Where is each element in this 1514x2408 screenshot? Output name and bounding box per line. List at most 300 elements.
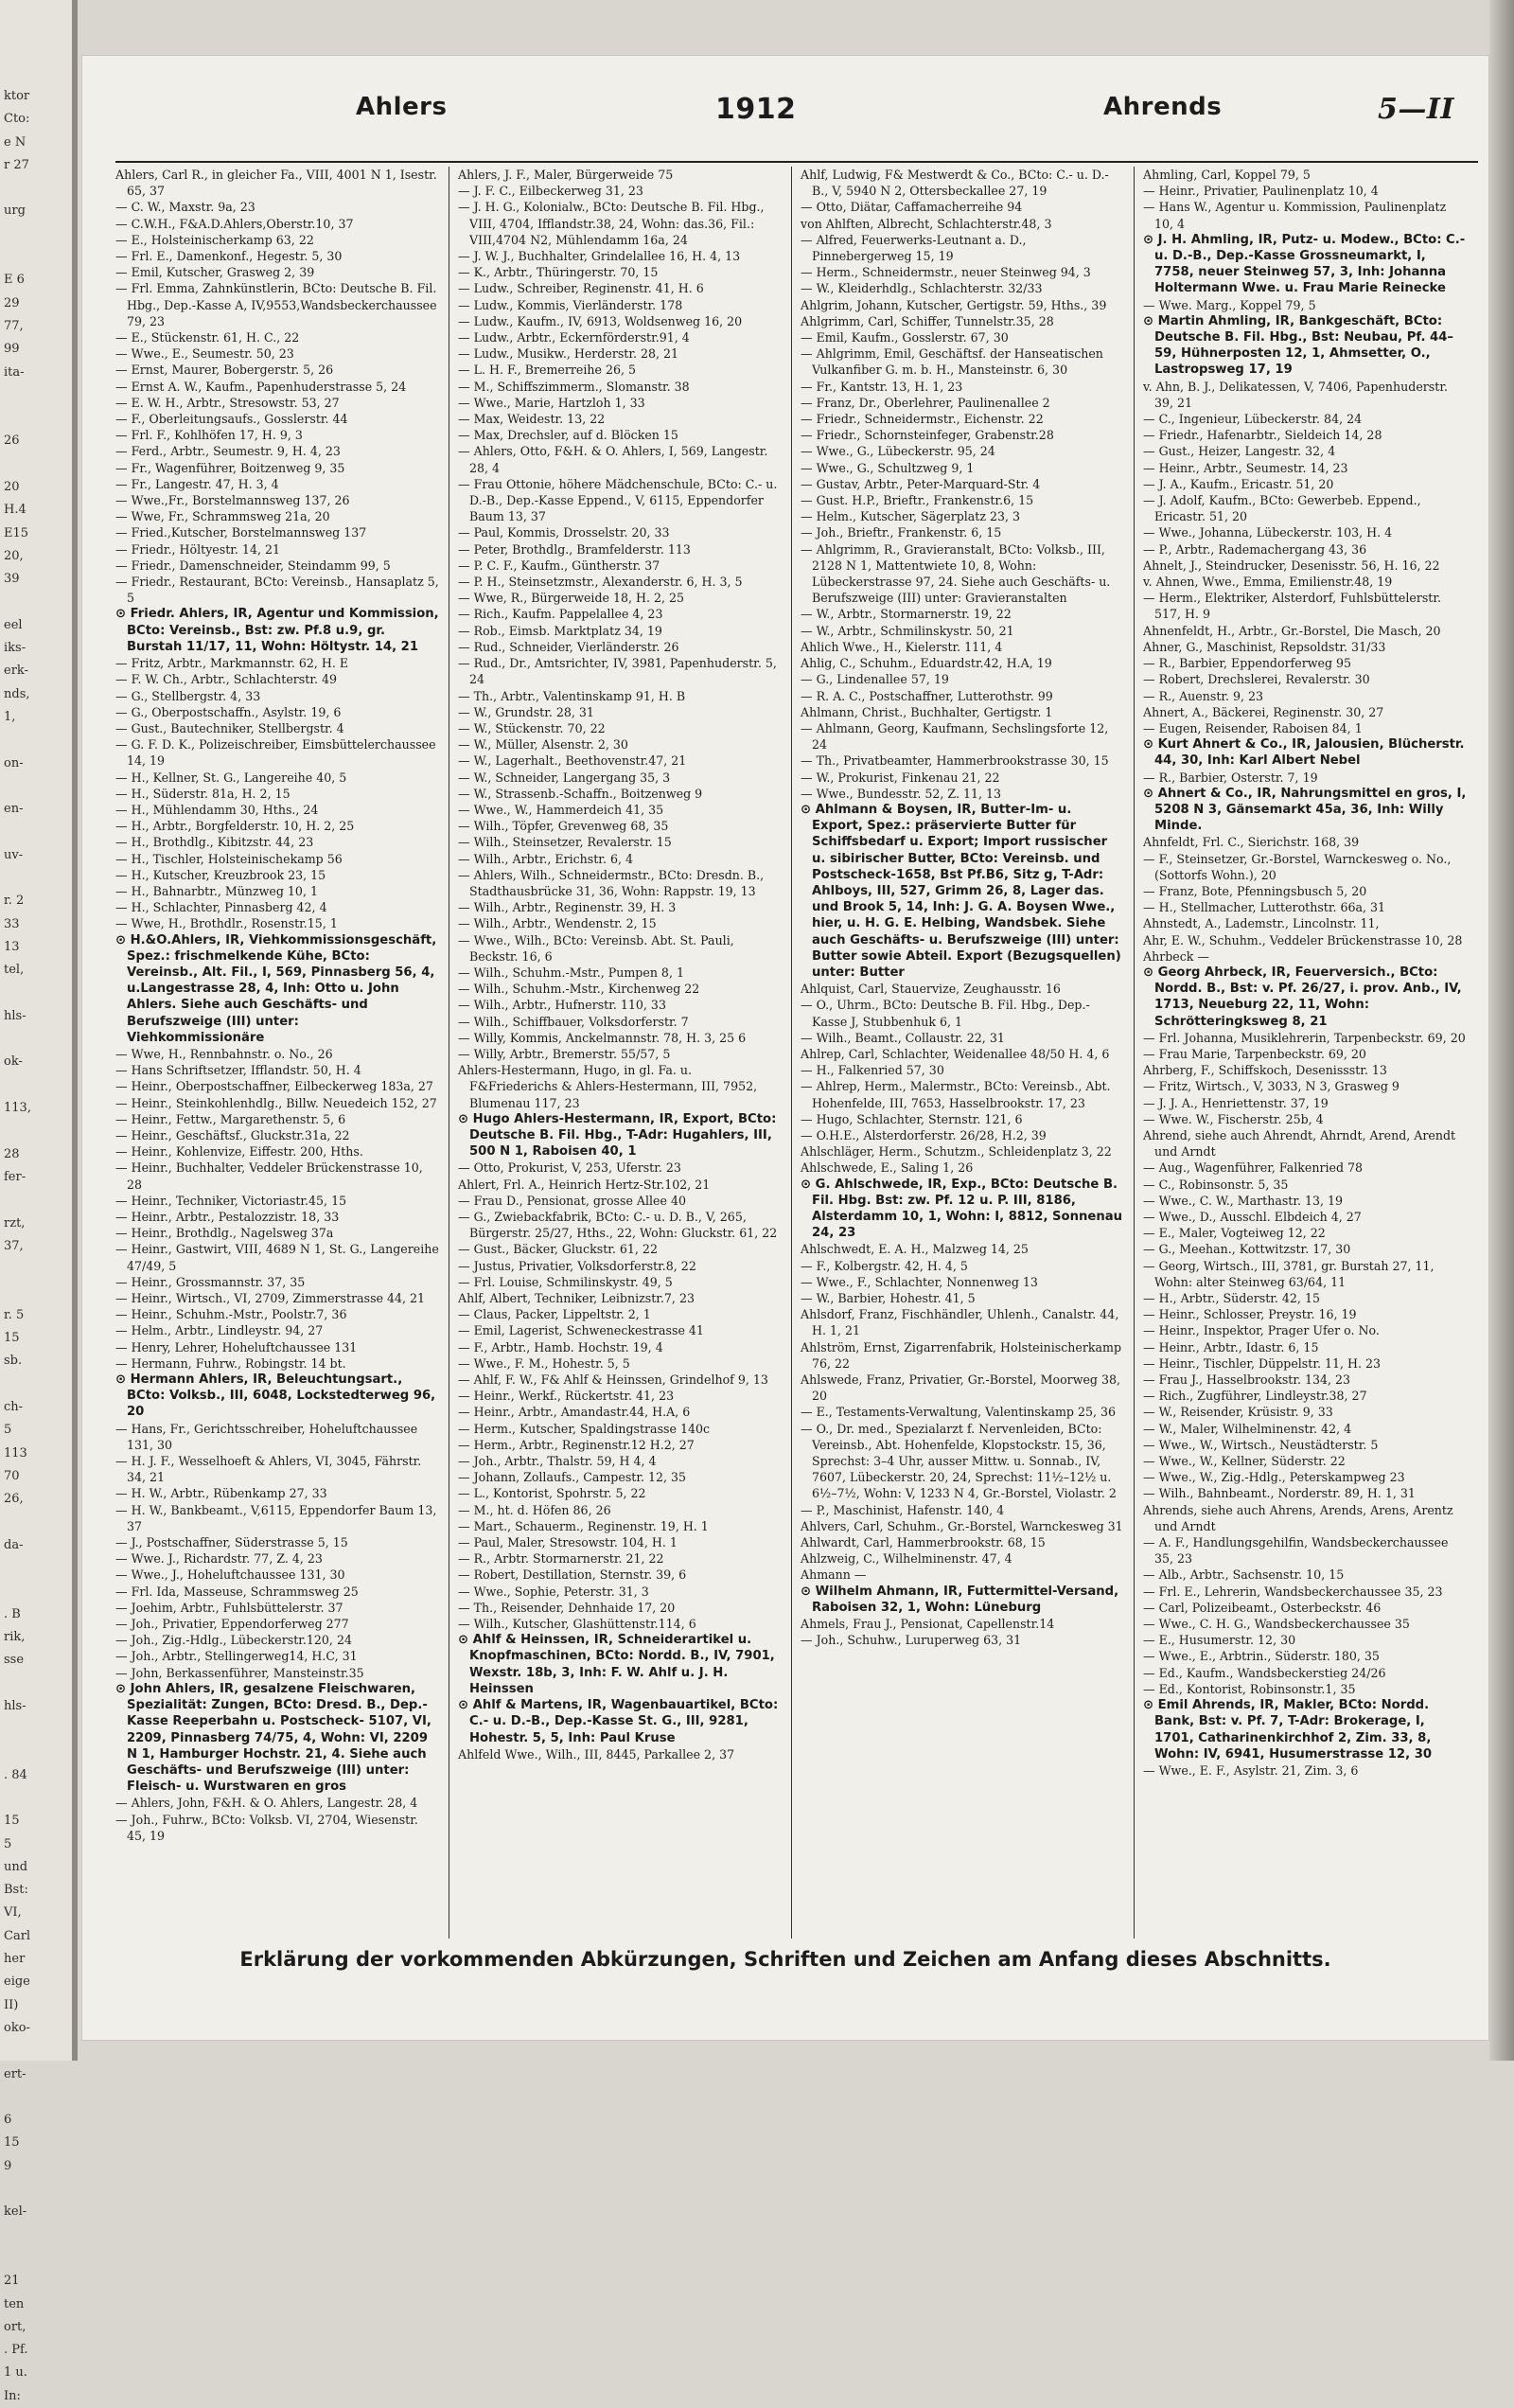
directory-entry: ⊙ G. Ahlschwede, IR, Exp., BCto: Deutsche B. Fil. Hbg. Bst: zw. Pf. 12 u. P. III, 8186, Alsterdamm 10, 1, Wohn: I, 8812, Sonnenau 24, 23 <box>801 1177 1123 1241</box>
directory-entry: — E., Testaments-Verwaltung, Valentinskamp 25, 36 <box>801 1405 1117 1420</box>
directory-entry: — Wwe, H., Rennbahnstr. o. No., 26 <box>115 1046 333 1061</box>
directory-entry: — Max, Drechsler, auf d. Blöcken 15 <box>458 428 678 443</box>
directory-entry: — W., Prokurist, Finkenau 21, 22 <box>801 770 1000 785</box>
directory-entry: — Frl. Emma, Zahnkünstlerin, BCto: Deutsche B. Fil. Hbg., Dep.-Kasse A, IV,9553,Wandsbeckerchaussee 79, 23 <box>115 281 437 328</box>
directory-entry: — Paul, Kommis, Drosselstr. 20, 33 <box>458 525 670 540</box>
directory-entry: — Hermann, Fuhrw., Robingstr. 14 bt. <box>115 1355 346 1371</box>
directory-entry: — Friedr., Hafenarbtr., Sieldeich 14, 28 <box>1143 428 1382 443</box>
directory-entry: Ahnenfeldt, H., Arbtr., Gr.-Borstel, Die Masch, 20 <box>1143 623 1441 638</box>
directory-entry: — Gust. H.P., Brieftr., Frankenstr.6, 15 <box>801 493 1034 508</box>
directory-entry: — G., Meehan., Kottwitzstr. 17, 30 <box>1143 1242 1351 1257</box>
directory-entry: — E., Stückenstr. 61, H. C., 22 <box>115 330 300 345</box>
directory-entry: — Heinr., Schlosser, Preystr. 16, 19 <box>1143 1307 1357 1322</box>
directory-entry: — Wilh., Arbtr., Hufnerstr. 110, 33 <box>458 998 666 1013</box>
directory-entry: — Wwe, R., Bürgerweide 18, H. 2, 25 <box>458 591 685 606</box>
directory-entry: — Heinr., Kohlenvize, Eiffestr. 200, Hths. <box>115 1144 363 1160</box>
directory-entry: — Wwe., G., Lübeckerstr. 95, 24 <box>801 444 995 459</box>
directory-entry: — Emil, Lagerist, Schweneckestrasse 41 <box>458 1323 704 1338</box>
directory-entry: — Frl. Johanna, Musiklehrerin, Tarpenbeckstr. 69, 20 <box>1143 1030 1466 1045</box>
directory-entry: Ahlgrim, Johann, Kutscher, Gertigstr. 59, Hths., 39 <box>801 297 1107 312</box>
directory-entry: — Frl. Ida, Masseuse, Schrammsweg 25 <box>115 1584 359 1599</box>
directory-entry: — Claus, Packer, Lippeltstr. 2, 1 <box>458 1307 651 1322</box>
directory-entry: — Hans Schriftsetzer, Ifflandstr. 50, H. 4 <box>115 1063 361 1078</box>
directory-entry: — Heinr., Techniker, Victoriastr.45, 15 <box>115 1193 347 1208</box>
directory-entry: — Rud., Schneider, Vierländerstr. 26 <box>458 639 679 654</box>
directory-entry: — H., Süderstr. 81a, H. 2, 15 <box>115 786 290 801</box>
directory-entry: Ahlwardt, Carl, Hammerbrookstr. 68, 15 <box>801 1535 1046 1550</box>
directory-entry: — Frl. E., Damenkonf., Hegestr. 5, 30 <box>115 249 343 264</box>
directory-entry: Ahlfeld Wwe., Wilh., III, 8445, Parkallee 2, 37 <box>458 1746 735 1762</box>
directory-entry: — F., Kolbergstr. 42, H. 4, 5 <box>801 1258 968 1273</box>
directory-entry: — W., Barbier, Hohestr. 41, 5 <box>801 1291 976 1306</box>
adjacent-page-edge <box>0 0 78 2403</box>
directory-entry: — Fr., Langestr. 47, H. 3, 4 <box>115 476 279 491</box>
directory-entry: Ahmels, Frau J., Pensionat, Capellenstr.14 <box>801 1617 1055 1632</box>
directory-entry: — Joh., Zig.-Hdlg., Lübeckerstr.120, 24 <box>115 1633 352 1648</box>
directory-entry: — Heinr., Steinkohlenhdlg., Billw. Neuedeich 152, 27 <box>115 1095 437 1110</box>
directory-entry: — A. F., Handlungsgehilfin, Wandsbeckerchaussee 35, 23 <box>1143 1535 1449 1567</box>
directory-columns <box>115 161 1478 1942</box>
directory-entry: — Ferd., Arbtr., Seumestr. 9, H. 4, 23 <box>115 444 341 459</box>
directory-entry: — Ludw., Kommis, Vierländerstr. 178 <box>458 297 683 312</box>
directory-entry: — Fr., Wagenführer, Boitzenweg 9, 35 <box>115 460 345 475</box>
directory-entry: Ahlswede, Franz, Privatier, Gr.-Borstel, Moorweg 38, 20 <box>801 1372 1121 1404</box>
directory-entry: Ahner, G., Maschinist, Repsoldstr. 31/33 <box>1143 639 1386 654</box>
header-last-name: Ahrends <box>1103 93 1223 121</box>
directory-entry: — C.W.H., F&A.D.Ahlers,Oberstr.10, 37 <box>115 216 354 231</box>
directory-entry: — Hans W., Agentur u. Kommission, Paulinenplatz 10, 4 <box>1143 200 1447 231</box>
directory-entry: ⊙ Georg Ahrbeck, IR, Feuerversich., BCto: Nordd. B., Bst: v. Pf. 26/27, i. prov. Anb., IV, 1713, Neueburg 22, 11, Wohn: Schrötteringksweg 8, 21 <box>1143 965 1462 1029</box>
column-divider <box>791 167 792 1939</box>
directory-entry: — Fritz, Wirtsch., V, 3033, N 3, Grasweg 9 <box>1143 1079 1400 1094</box>
directory-entry: — Wwe., Johanna, Lübeckerstr. 103, H. 4 <box>1143 525 1393 540</box>
directory-entry: — H., Bahnarbtr., Münzweg 10, 1 <box>115 883 318 898</box>
directory-entry: — Mart., Schauerm., Reginenstr. 19, H. 1 <box>458 1518 709 1533</box>
directory-entry: — R., Barbier, Eppendorferweg 95 <box>1143 656 1352 671</box>
directory-entry: Ahlers, Carl R., in gleicher Fa., VIII, 4001 N 1, Isestr. 65, 37 <box>115 168 437 199</box>
directory-entry: — Wwe., J., Hoheluftchaussee 131, 30 <box>115 1567 345 1583</box>
directory-entry: ⊙ Hermann Ahlers, IR, Beleuchtungsart., BCto: Volksb., III, 6048, Lockstedterweg 96, 20 <box>115 1372 436 1420</box>
directory-entry: Ahnstedt, A., Lademstr., Lincolnstr. 11, <box>1143 916 1380 931</box>
directory-entry: — Ludw., Schreiber, Reginenstr. 41, H. 6 <box>458 281 704 296</box>
directory-entry: — J., Postschaffner, Süderstrasse 5, 15 <box>115 1535 348 1550</box>
directory-entry: — Heinr., Werkf., Rückertstr. 41, 23 <box>458 1389 675 1404</box>
directory-entry: Ahlf, Albert, Techniker, Leibnizstr.7, 23 <box>458 1291 695 1306</box>
directory-entry: — P., Arbtr., Rademachergang 43, 36 <box>1143 541 1367 557</box>
directory-entry: — H., Falkenried 57, 30 <box>801 1063 944 1078</box>
directory-entry: — Henry, Lehrer, Hoheluftchaussee 131 <box>115 1339 358 1354</box>
directory-entry: — J. J. A., Henriettenstr. 37, 19 <box>1143 1095 1329 1110</box>
directory-entry: — H., Mühlendamm 30, Hths., 24 <box>115 802 319 817</box>
directory-entry: — Heinr., Inspektor, Prager Ufer o. No. <box>1143 1323 1380 1338</box>
directory-entry: — Gust., Bautechniker, Stellbergstr. 4 <box>115 720 344 735</box>
directory-entry: — Ahlmann, Georg, Kaufmann, Sechslingsforte 12, 24 <box>801 720 1109 752</box>
directory-entry: ⊙ Ahlf & Martens, IR, Wagenbauartikel, BCto: C.- u. D.-B., Dep.-Kasse St. G., III, 9281, Hohestr. 5, 5, Inh: Paul Kruse <box>458 1698 779 1745</box>
directory-entry: ⊙ Emil Ahrends, IR, Makler, BCto: Nordd. Bank, Bst: v. Pf. 7, T-Adr: Brokerage, I, 1701, Catharinenkirchhof 2, Zim. 33, 8, Wohn: IV, 6941, Husumerstrasse 12, 30 <box>1143 1698 1433 1762</box>
directory-entry: — E., Husumerstr. 12, 30 <box>1143 1633 1296 1648</box>
directory-entry: — Wwe., G., Schultzweg 9, 1 <box>801 460 975 475</box>
directory-entry: — F. W. Ch., Arbtr., Schlachterstr. 49 <box>115 672 337 687</box>
directory-entry: — Wwe., W., Kellner, Süderstr. 22 <box>1143 1454 1346 1469</box>
directory-page <box>81 55 1489 2041</box>
directory-entry: — Ahlers, Wilh., Schneidermstr., BCto: Dresdn. B., Stadthausbrücke 31, 36, Wohn: Rappstr. 19, 13 <box>458 867 765 898</box>
page-header <box>110 93 1472 131</box>
directory-entry: — J. Adolf, Kaufm., BCto: Gewerbeb. Eppend., Ericastr. 51, 20 <box>1143 493 1421 524</box>
directory-entry: — Herm., Kutscher, Spaldingstrasse 140c <box>458 1421 711 1436</box>
directory-entry: Ahlsdorf, Franz, Fischhändler, Uhlenh., Canalstr. 44, H. 1, 21 <box>801 1307 1119 1338</box>
directory-entry: — Frau Marie, Tarpenbeckstr. 69, 20 <box>1143 1046 1366 1061</box>
directory-entry: — G., Oberpostschaffn., Asylstr. 19, 6 <box>115 704 342 719</box>
directory-entry: — Helm., Arbtr., Lindleystr. 94, 27 <box>115 1323 324 1338</box>
directory-entry: — Wwe., W., Hammerdeich 41, 35 <box>458 802 664 817</box>
directory-entry: v. Ahn, B. J., Delikatessen, V, 7406, Papenhuderstr. 39, 21 <box>1143 379 1448 410</box>
directory-entry: — Justus, Privatier, Volksdorferstr.8, 22 <box>458 1258 696 1273</box>
directory-entry: — Alb., Arbtr., Sachsenstr. 10, 15 <box>1143 1567 1345 1583</box>
directory-entry: — H., Tischler, Holsteinischekamp 56 <box>115 851 343 866</box>
directory-entry: — H., Kutscher, Kreuzbrook 23, 15 <box>115 867 326 882</box>
directory-entry: — H., Stellmacher, Lutterothstr. 66a, 31 <box>1143 900 1386 915</box>
directory-entry: — Joh., Privatier, Eppendorferweg 277 <box>115 1617 349 1632</box>
directory-entry: — G., Lindenallee 57, 19 <box>801 672 949 687</box>
directory-entry: — P. C. F., Kaufm., Güntherstr. 37 <box>458 558 660 573</box>
directory-entry: — H. J. F., Wesselhoeft & Ahlers, VI, 3045, Fährstr. 34, 21 <box>115 1454 422 1485</box>
header-first-name: Ahlers <box>356 93 448 121</box>
directory-entry: — H., Kellner, St. G., Langereihe 40, 5 <box>115 770 347 785</box>
directory-entry: — Wwe., W., Wirtsch., Neustädterstr. 5 <box>1143 1437 1379 1452</box>
directory-entry: — Ahlers, Otto, F&H. & O. Ahlers, I, 569, Langestr. 28, 4 <box>458 444 768 475</box>
directory-entry: — G., Stellbergstr. 4, 33 <box>115 688 261 703</box>
directory-entry: — E., Holsteinischerkamp 63, 22 <box>115 232 314 247</box>
directory-entry: — Wilh., Arbtr., Reginenstr. 39, H. 3 <box>458 900 677 915</box>
directory-entry: — Frau J., Hasselbrookstr. 134, 23 <box>1143 1372 1351 1388</box>
directory-entry: — Otto, Diätar, Caffamacherreihe 94 <box>801 200 1023 215</box>
directory-entry: — Frl. E., Lehrerin, Wandsbeckerchaussee 35, 23 <box>1143 1584 1443 1599</box>
directory-entry: — Wwe. W., Fischerstr. 25b, 4 <box>1143 1111 1324 1126</box>
directory-entry: — W., Stückenstr. 70, 22 <box>458 720 606 735</box>
directory-entry: — Ahlgrimm, R., Gravieranstalt, BCto: Volksb., III, 2128 N 1, Mattentwiete 10, 8, Wohn: Lübeckerstrasse 97, 24. Siehe auch Geschäfts- u. Berufszweige (III) unter: Gravieranstalten <box>801 541 1111 606</box>
directory-entry: — Wwe.,Fr., Borstelmannsweg 137, 26 <box>115 493 350 508</box>
directory-entry: — Joehim, Arbtr., Fuhlsbüttelerstr. 37 <box>115 1600 343 1615</box>
directory-entry: Ahnert, A., Bäckerei, Reginenstr. 30, 27 <box>1143 704 1384 719</box>
directory-entry: Ahlquist, Carl, Stauervize, Zeughausstr. 16 <box>801 982 1061 997</box>
directory-entry: — Robert, Destillation, Sternstr. 39, 6 <box>458 1567 687 1583</box>
directory-entry: — Heinr., Wirtsch., VI, 2709, Zimmerstrasse 44, 21 <box>115 1291 426 1306</box>
directory-entry: — Wilh., Schuhm.-Mstr., Pumpen 8, 1 <box>458 965 684 980</box>
directory-entry: Ahlmann, Christ., Buchhalter, Gertigstr. 1 <box>801 704 1053 719</box>
directory-entry: — Friedr., Schornsteinfeger, Grabenstr.28 <box>801 428 1054 443</box>
directory-entry: — Wwe., F. M., Hohestr. 5, 5 <box>458 1355 630 1371</box>
directory-entry: — J. F. C., Eilbeckerweg 31, 23 <box>458 184 643 199</box>
directory-entry: — Joh., Arbtr., Thalstr. 59, H 4, 4 <box>458 1454 657 1469</box>
directory-entry: — W., Kleiderhdlg., Schlachterstr. 32/33 <box>801 281 1043 296</box>
directory-entry: — Wwe., E., Seumestr. 50, 23 <box>115 346 294 362</box>
directory-entry: Ahlschwedt, E. A. H., Malzweg 14, 25 <box>801 1242 1029 1257</box>
directory-entry: — O.H.E., Alsterdorferstr. 26/28, H.2, 39 <box>801 1127 1047 1142</box>
directory-entry: — Ludw., Arbtr., Eckernförderstr.91, 4 <box>458 330 690 345</box>
directory-entry: — Paul, Maler, Stresowstr. 104, H. 1 <box>458 1535 678 1550</box>
directory-entry: — W., Reisender, Krüsistr. 9, 33 <box>1143 1405 1333 1420</box>
directory-entry: Ahlström, Ernst, Zigarrenfabrik, Holsteinischerkamp 76, 22 <box>801 1339 1122 1371</box>
directory-entry: — Th., Arbtr., Valentinskamp 91, H. B <box>458 688 686 703</box>
directory-entry: — W., Arbtr., Schmilinskystr. 50, 21 <box>801 623 1014 638</box>
directory-entry: — W., Lagerhalt., Beethovenstr.47, 21 <box>458 753 687 769</box>
directory-entry: — Emil, Kaufm., Gosslerstr. 67, 30 <box>801 330 1009 345</box>
directory-entry: ⊙ Ahlmann & Boysen, IR, Butter-Im- u. Export, Spez.: präservierte Butter für Schiffsbedarf u. Export; Import russischer u. sibirischer Butter, BCto: Vereinsb. und Postscheck-1658, Bst Pf.B6, Sitz g, T-Adr: Ahlboys, III, 527, Grimm 26, 8, Lager das. und Brook 5, 14, Inh: J. G. A. Boysen Wwe., hier, u. H. G. E. Helbing, Wandsbek. Siehe auch Geschäfts- u. Berufszweige (III) unter: Butter sowie Abteil. Export (Bezugsquellen) unter: Butter <box>801 802 1121 980</box>
directory-entry: — H. W., Bankbeamt., V,6115, Eppendorfer Baum 13, 37 <box>115 1502 437 1533</box>
directory-entry: ⊙ Friedr. Ahlers, IR, Agentur und Kommission, BCto: Vereinsb., Bst: zw. Pf.8 u.9, gr. Burstah 11/17, 11, Wohn: Höltystr. 14, 21 <box>115 607 439 654</box>
directory-entry: — Friedr., Schneidermstr., Eichenstr. 22 <box>801 412 1044 427</box>
directory-entry: — Heinr., Arbtr., Pestalozzistr. 18, 33 <box>115 1210 340 1224</box>
directory-entry: — L., Kontorist, Spohrstr. 5, 22 <box>458 1486 646 1501</box>
directory-entry: Ahlschwede, E., Saling 1, 26 <box>801 1160 974 1176</box>
column-1 <box>115 167 439 1939</box>
directory-entry: — Gust., Bäcker, Gluckstr. 61, 22 <box>458 1242 658 1257</box>
directory-entry: — O., Uhrm., BCto: Deutsche B. Fil. Hbg., Dep.-Kasse J, Stubbenhuk 6, 1 <box>801 998 1090 1029</box>
directory-entry: — R., Arbtr. Stormarnerstr. 21, 22 <box>458 1551 664 1567</box>
directory-entry: — Heinr., Grossmannstr. 37, 35 <box>115 1274 306 1289</box>
directory-entry: ⊙ Kurt Ahnert & Co., IR, Jalousien, Blücherstr. 44, 30, Inh: Karl Albert Nebel <box>1143 737 1465 769</box>
directory-entry: Ahlzweig, C., Wilhelminenstr. 47, 4 <box>801 1551 1012 1567</box>
directory-entry: — C., Ingenieur, Lübeckerstr. 84, 24 <box>1143 412 1363 427</box>
directory-entry: — Joh., Arbtr., Stellingerweg14, H.C, 31 <box>115 1649 358 1664</box>
directory-entry: — John, Berkassenführer, Mansteinstr.35 <box>115 1665 364 1680</box>
directory-entry: Ahlrep, Carl, Schlachter, Weidenallee 48/50 H. 4, 6 <box>801 1046 1110 1061</box>
directory-entry: — Herm., Schneidermstr., neuer Steinweg 94, 3 <box>801 265 1091 280</box>
directory-entry: — W., Müller, Alsenstr. 2, 30 <box>458 737 628 752</box>
directory-entry: — O., Dr. med., Spezialarzt f. Nervenleiden, BCto: Vereinsb., Abt. Hohenfelde, Klopstockstr. 15, 36, Sprechst: 3–4 Uhr, ausser Mittw. u. Sonnab., IV, 7607, Lübeckerstr. 20, 24, Sprechst: 11½–12½ u. 6½–7½, Wohn: V, 1233 N 4, Gr.-Borstel, Violastr. 2 <box>801 1421 1117 1501</box>
directory-entry: — Wilh., Beamt., Collaustr. 22, 31 <box>801 1030 1005 1045</box>
adjacent-page-fragments: ktor Cto: e N r 27 urg E 6 29 77, 99 ita- 26 20 H.4 E15 20, 39 eel iks- erk- nds, 1, on- en- uv- r. 2 33 13 tel, hls- ok- 113, 28 fer- rzt, 37, r. 5 15 sb. ch- 5 113 70 26, da- . B rik, sse hls- . 84 15 5 und Bst: VI, Carl her eige II) oko- ert- 6 15 9 kel- 21 ten ort, . Pf. 1 u. In: <box>4 89 31 2403</box>
directory-entry: — F., Oberleitungsaufs., Gosslerstr. 44 <box>115 412 348 427</box>
header-page-number: 5—II <box>1378 93 1454 126</box>
directory-entry: — Frl. F., Kohlhöfen 17, H. 9, 3 <box>115 428 303 443</box>
directory-entry: Ahlf, Ludwig, F& Mestwerdt & Co., BCto: C.- u. D.-B., V, 5940 N 2, Ottersbeckallee 27, 19 <box>801 168 1109 199</box>
directory-entry: — Heinr., Buchhalter, Veddeler Brückenstrasse 10, 28 <box>115 1160 423 1192</box>
directory-entry: — Robert, Drechslerei, Revalerstr. 30 <box>1143 672 1370 687</box>
directory-entry: — Ahlgrimm, Emil, Geschäftsf. der Hanseatischen Vulkanfiber G. m. b. H., Mansteinstr. 6, 30 <box>801 346 1103 378</box>
directory-entry: — Joh., Fuhrw., BCto: Volksb. VI, 2704, Wiesenstr. 45, 19 <box>115 1812 418 1843</box>
directory-entry: — W., Grundstr. 28, 31 <box>458 704 594 719</box>
directory-entry: — J. W. J., Buchhalter, Grindelallee 16, H. 4, 13 <box>458 249 741 264</box>
directory-entry: — Fried.,Kutscher, Borstelmannsweg 137 <box>115 525 367 540</box>
directory-entry: — Wwe., F., Schlachter, Nonnenweg 13 <box>801 1274 1038 1289</box>
directory-entry: Ahrends, siehe auch Ahrens, Arends, Arens, Arentz und Arndt <box>1143 1502 1453 1533</box>
directory-entry: — Wwe., W., Zig.-Hdlg., Peterskampweg 23 <box>1143 1470 1405 1485</box>
directory-entry: — Johann, Zollaufs., Campestr. 12, 35 <box>458 1470 687 1485</box>
directory-entry: — F., Arbtr., Hamb. Hochstr. 19, 4 <box>458 1339 663 1354</box>
directory-entry: ⊙ H.&O.Ahlers, IR, Viehkommissionsgeschäft, Spez.: frischmelkende Kühe, BCto: Vereinsb., Alt. Fil., I, 569, Pinnasberg 56, 4, u.Langestrasse 28, 4, Inh: Otto u. John Ahlers. Siehe auch Geschäfts- und Berufszweige (III) unter: Viehkommissionäre <box>115 932 437 1045</box>
directory-entry: Ahmann — <box>801 1567 867 1583</box>
directory-entry: Ahnfeldt, Frl. C., Sierichstr. 168, 39 <box>1143 835 1360 850</box>
directory-entry: ⊙ Ahlf & Heinssen, IR, Schneiderartikel u. Knopfmaschinen, BCto: Nordd. B., IV, 7901, Wexstr. 18b, 3, Inh: F. W. Ahlf u. J. H. Heinssen <box>458 1633 775 1696</box>
column-3 <box>801 167 1124 1939</box>
directory-entry: — Frau D., Pensionat, grosse Allee 40 <box>458 1193 686 1208</box>
page-footer-note: Erklärung der vorkommenden Abkürzungen, Schriften und Zeichen am Anfang dieses Abschnitts. <box>239 1948 1331 1971</box>
directory-entry: ⊙ J. H. Ahmling, IR, Putz- u. Modew., BCto: C.- u. D.-B., Dep.-Kasse Grossneumarkt, I, 7758, neuer Steinweg 57, 3, Inh: Johanna Holtermann Wwe. u. Frau Marie Reinecke <box>1143 232 1466 296</box>
directory-entry: — Carl, Polizeibeamt., Osterbeckstr. 46 <box>1143 1600 1382 1615</box>
directory-entry: Ahlich Wwe., H., Kielerstr. 111, 4 <box>801 639 1003 654</box>
directory-entry: — Wwe. Marg., Koppel 79, 5 <box>1143 297 1316 312</box>
directory-entry: — Heinr., Privatier, Paulinenplatz 10, 4 <box>1143 184 1379 199</box>
directory-entry: — E., Maler, Vogteiweg 12, 22 <box>1143 1226 1326 1241</box>
directory-entry: — Hans, Fr., Gerichtsschreiber, Hoheluftchaussee 131, 30 <box>115 1421 418 1452</box>
directory-entry: ⊙ Martin Ahmling, IR, Bankgeschäft, BCto: Deutsche B. Fil. Hbg., Bst: Neubau, Pf. 44–59, Hühnerposten 12, 1, Ahmsetter, O., Lastropsweg 17, 19 <box>1143 313 1453 378</box>
directory-entry: — Ernst, Maurer, Bobergerstr. 5, 26 <box>115 363 334 378</box>
directory-entry: — Ludw., Musikw., Herderstr. 28, 21 <box>458 346 679 362</box>
directory-entry: — Wwe., C. W., Marthastr. 13, 19 <box>1143 1193 1344 1208</box>
directory-entry: — W., Strassenb.-Schaffn., Boitzenweg 9 <box>458 786 703 801</box>
directory-entry: — Ludw., Kaufm., IV, 6913, Woldsenweg 16, 20 <box>458 313 743 328</box>
column-4 <box>1143 167 1467 1939</box>
directory-entry: — H., Brothdlg., Kibitzstr. 44, 23 <box>115 835 314 850</box>
directory-entry: — Fritz, Arbtr., Markmannstr. 62, H. E <box>115 656 349 671</box>
directory-entry: von Ahlften, Albrecht, Schlachterstr.48, 3 <box>801 216 1052 231</box>
directory-entry: — Heinr., Arbtr., Seumestr. 14, 23 <box>1143 460 1348 475</box>
directory-entry: — G. F. D. K., Polizeischreiber, Eimsbüttelerchaussee 14, 19 <box>115 737 436 769</box>
directory-entry: — H. W., Arbtr., Rübenkamp 27, 33 <box>115 1486 327 1501</box>
directory-entry: — Rich., Zugführer, Lindleystr.38, 27 <box>1143 1389 1367 1404</box>
directory-entry: — Ahlers, John, F&H. & O. Ahlers, Langestr. 28, 4 <box>115 1796 418 1811</box>
directory-entry: Ahlvers, Carl, Schuhm., Gr.-Borstel, Warnckesweg 31 <box>801 1518 1123 1533</box>
directory-entry: — Wilh., Kutscher, Glashüttenstr.114, 6 <box>458 1617 696 1632</box>
directory-entry: — Wilh., Töpfer, Grevenweg 68, 35 <box>458 819 669 834</box>
directory-entry: — Peter, Brothdlg., Bramfelderstr. 113 <box>458 541 691 557</box>
directory-entry: Ahlschläger, Herm., Schutzm., Schleidenplatz 3, 22 <box>801 1144 1112 1160</box>
directory-entry: — Wwe., D., Ausschl. Elbdeich 4, 27 <box>1143 1210 1362 1224</box>
header-year: 1912 <box>715 93 797 126</box>
directory-entry: — Rob., Eimsb. Marktplatz 34, 19 <box>458 623 662 638</box>
directory-entry: — Georg, Wirtsch., III, 3781, gr. Burstah 27, 11, Wohn: alter Steinweg 63/64, 11 <box>1143 1258 1435 1289</box>
directory-entry: — P., Maschinist, Hafenstr. 140, 4 <box>801 1502 1005 1517</box>
directory-entry: Ahnelt, J., Steindrucker, Desenisstr. 56, H. 16, 22 <box>1143 558 1440 573</box>
directory-entry: — Ernst A. W., Kaufm., Papenhuderstrasse 5, 24 <box>115 379 407 394</box>
directory-entry: ⊙ John Ahlers, IR, gesalzene Fleischwaren, Spezialität: Zungen, BCto: Dresd. B., Dep.-Kasse Reeperbahn u. Postscheck- 5107, VI, 2209, Pinnasberg 74/75, 4, Wohn: VI, 2209 N 1, Hamburger Hochstr. 21, 4. Siehe auch Geschäfts- und Berufszweige (III) unter: Fleisch- u. Wurstwaren en gros <box>115 1681 431 1795</box>
directory-entry: ⊙ Ahnert & Co., IR, Nahrungsmittel en gros, I, 5208 N 3, Gänsemarkt 45a, 36, Inh: Willy Minde. <box>1143 786 1467 834</box>
directory-entry: — J. A., Kaufm., Ericastr. 51, 20 <box>1143 476 1334 491</box>
directory-entry: Ahrberg, F., Schiffskoch, Desenissstr. 13 <box>1143 1063 1387 1078</box>
directory-entry: — Eugen, Reisender, Raboisen 84, 1 <box>1143 720 1363 735</box>
directory-entry: — Joh., Brieftr., Frankenstr. 6, 15 <box>801 525 1002 540</box>
directory-entry: — Frau Ottonie, höhere Mädchenschule, BCto: C.- u. D.-B., Dep.-Kasse Eppend., V, 6115, Eppendorfer Baum 13, 37 <box>458 476 778 524</box>
directory-entry: Ahmling, Carl, Koppel 79, 5 <box>1143 168 1311 182</box>
directory-entry: — Rich., Kaufm. Pappelallee 4, 23 <box>458 607 663 622</box>
directory-entry: — Heinr., Fettw., Margarethenstr. 5, 6 <box>115 1111 346 1126</box>
directory-entry: — Wilh., Arbtr., Wendenstr. 2, 15 <box>458 916 657 931</box>
directory-entry: — Wilh., Steinsetzer, Revalerstr. 15 <box>458 835 672 850</box>
directory-entry: — Th., Reisender, Dehnhaide 17, 20 <box>458 1600 676 1615</box>
directory-entry: — Heinr., Brothdlg., Nagelsweg 37a <box>115 1226 334 1241</box>
directory-entry: — Wwe., Sophie, Peterstr. 31, 3 <box>458 1584 649 1599</box>
directory-entry: — Rud., Dr., Amtsrichter, IV, 3981, Papenhuderstr. 5, 24 <box>458 656 777 687</box>
directory-entry: — K., Arbtr., Thüringerstr. 70, 15 <box>458 265 659 280</box>
directory-entry: — Th., Privatbeamter, Hammerbrookstrasse 30, 15 <box>801 753 1109 769</box>
directory-entry: Ahlgrimm, Carl, Schiffer, Tunnelstr.35, 28 <box>801 313 1054 328</box>
directory-entry: — H., Schlachter, Pinnasberg 42, 4 <box>115 900 327 915</box>
directory-entry: — Heinr., Schuhm.-Mstr., Poolstr.7, 36 <box>115 1307 347 1322</box>
directory-entry: — Heinr., Tischler, Düppelstr. 11, H. 23 <box>1143 1355 1382 1371</box>
directory-entry: — Wwe., Wilh., BCto: Vereinsb. Abt. St. Pauli, Beckstr. 16, 6 <box>458 932 734 964</box>
directory-entry: — Fr., Kantstr. 13, H. 1, 23 <box>801 379 963 394</box>
directory-entry: — G., Zwiebackfabrik, BCto: C.- u. D. B., V, 265, Bürgerstr. 25/27, Hths., 22, Wohn: Gluckstr. 61, 22 <box>458 1210 778 1241</box>
directory-entry: Ahrend, siehe auch Ahrendt, Ahrndt, Arend, Arendt und Arndt <box>1143 1127 1456 1160</box>
directory-entry: — L. H. F., Bremerreihe 26, 5 <box>458 363 636 378</box>
directory-entry: — Heinr., Arbtr., Idastr. 6, 15 <box>1143 1339 1319 1354</box>
directory-entry: — R., Auenstr. 9, 23 <box>1143 688 1264 703</box>
directory-entry: — Ahlrep, Herm., Malermstr., BCto: Vereinsb., Abt. Hohenfelde, III, 7653, Hasselbrookstr. 17, 23 <box>801 1079 1111 1110</box>
directory-entry: Ahlers-Hestermann, Hugo, in gl. Fa. u. F&Friederichs & Ahlers-Hestermann, III, 7952, Blumenau 117, 23 <box>458 1063 758 1110</box>
directory-entry: Ahrbeck — <box>1143 948 1210 964</box>
directory-entry: — H., Arbtr., Süderstr. 42, 15 <box>1143 1291 1320 1306</box>
directory-entry: — Franz, Dr., Oberlehrer, Paulinenallee 2 <box>801 395 1050 410</box>
directory-entry: — R., Barbier, Osterstr. 7, 19 <box>1143 770 1318 785</box>
directory-entry: — Aug., Wagenführer, Falkenried 78 <box>1143 1160 1364 1176</box>
directory-entry: v. Ahnen, Wwe., Emma, Emilienstr.48, 19 <box>1143 575 1393 590</box>
directory-entry: — Max, Weidestr. 13, 22 <box>458 412 606 427</box>
directory-entry: — Friedr., Höltyestr. 14, 21 <box>115 541 280 557</box>
directory-entry: — Gust., Heizer, Langestr. 32, 4 <box>1143 444 1336 459</box>
directory-entry: — Wilh., Schiffbauer, Volksdorferstr. 7 <box>458 1014 689 1029</box>
column-divider <box>1134 167 1135 1939</box>
directory-entry: — Ahlf, F. W., F& Ahlf & Heinssen, Grindelhof 9, 13 <box>458 1372 768 1388</box>
directory-entry: — Joh., Schuhw., Luruperweg 63, 31 <box>801 1633 1022 1648</box>
directory-entry: — P. H., Steinsetzmstr., Alexanderstr. 6, H. 3, 5 <box>458 575 743 590</box>
directory-entry: — W., Schneider, Langergang 35, 3 <box>458 770 671 785</box>
column-2 <box>458 167 782 1939</box>
directory-entry: — W., Maler, Wilhelminenstr. 42, 4 <box>1143 1421 1352 1436</box>
directory-entry: — Herm., Arbtr., Reginenstr.12 H.2, 27 <box>458 1437 695 1452</box>
directory-entry: — Hugo, Schlachter, Sternstr. 121, 6 <box>801 1111 1023 1126</box>
directory-entry: — Willy, Kommis, Anckelmannstr. 78, H. 3, 25 6 <box>458 1030 747 1045</box>
directory-entry: — C. W., Maxstr. 9a, 23 <box>115 200 255 215</box>
directory-entry: Ahr, E. W., Schuhm., Veddeler Brückenstrasse 10, 28 <box>1143 932 1463 947</box>
directory-entry: — Wwe., Bundesstr. 52, Z. 11, 13 <box>801 786 1002 801</box>
directory-entry: — Otto, Prokurist, V, 253, Uferstr. 23 <box>458 1160 681 1176</box>
directory-entry: — Heinr., Arbtr., Amandastr.44, H.A, 6 <box>458 1405 691 1420</box>
directory-entry: — M., ht. d. Höfen 86, 26 <box>458 1502 611 1517</box>
directory-entry: — Ed., Kontorist, Robinsonstr.1, 35 <box>1143 1681 1356 1696</box>
directory-entry: — E. W. H., Arbtr., Stresowstr. 53, 27 <box>115 395 340 410</box>
directory-entry: — Willy, Arbtr., Bremerstr. 55/57, 5 <box>458 1046 671 1061</box>
directory-entry: — H., Arbtr., Borgfelderstr. 10, H. 2, 25 <box>115 819 355 834</box>
directory-entry: — Heinr., Gastwirt, VIII, 4689 N 1, St. G., Langereihe 47/49, 5 <box>115 1242 439 1273</box>
directory-entry: Ahlers, J. F., Maler, Bürgerweide 75 <box>458 168 674 182</box>
directory-entry: — Wilh., Schuhm.-Mstr., Kirchenweg 22 <box>458 982 700 997</box>
directory-entry: — Alfred, Feuerwerks-Leutnant a. D., Pinnebergerweg 15, 19 <box>801 232 1027 264</box>
directory-entry: — Franz, Bote, Pfenningsbusch 5, 20 <box>1143 883 1367 898</box>
directory-entry: — Frl. Louise, Schmilinskystr. 49, 5 <box>458 1274 673 1289</box>
directory-entry: — F., Steinsetzer, Gr.-Borstel, Warnckesweg o. No., (Sottorfs Wohn.), 20 <box>1143 851 1452 882</box>
directory-entry: — Wwe. J., Richardstr. 77, Z. 4, 23 <box>115 1551 323 1567</box>
directory-entry: ⊙ Wilhelm Ahmann, IR, Futtermittel-Versand, Raboisen 32, 1, Wohn: Lüneburg <box>801 1584 1119 1615</box>
directory-entry: Ahlig, C., Schuhm., Eduardstr.42, H.A, 19 <box>801 656 1052 671</box>
scan-shadow <box>1489 0 1514 2061</box>
directory-entry: — C., Robinsonstr. 5, 35 <box>1143 1177 1289 1192</box>
directory-entry: — J. H. G., Kolonialw., BCto: Deutsche B. Fil. Hbg., VIII, 4704, Ifflandstr.38, 24, Wohn: das.36, Fil.: VIII,4704 N2, Mühlendamm 16a, 24 <box>458 200 765 247</box>
directory-entry: — Wwe., E., Arbtrin., Süderstr. 180, 35 <box>1143 1649 1380 1664</box>
directory-entry: — Ed., Kaufm., Wandsbeckerstieg 24/26 <box>1143 1665 1386 1680</box>
directory-entry: — W., Arbtr., Stormarnerstr. 19, 22 <box>801 607 1012 622</box>
directory-entry: — Wwe, H., Brothdlr., Rosenstr.15, 1 <box>115 916 338 931</box>
directory-entry: — R. A. C., Postschaffner, Lutterothstr. 99 <box>801 688 1053 703</box>
directory-entry: — Emil, Kutscher, Grasweg 2, 39 <box>115 265 315 280</box>
directory-entry: Ahlert, Frl. A., Heinrich Hertz-Str.102, 21 <box>458 1177 711 1192</box>
directory-entry: — M., Schiffszimmerm., Slomanstr. 38 <box>458 379 690 394</box>
directory-entry: — Heinr., Oberpostschaffner, Eilbeckerweg 183a, 27 <box>115 1079 433 1094</box>
directory-entry: — Friedr., Restaurant, BCto: Vereinsb., Hansaplatz 5, 5 <box>115 575 439 606</box>
directory-entry: — Wilh., Arbtr., Erichstr. 6, 4 <box>458 851 633 866</box>
directory-entry: — Wwe, Fr., Schrammsweg 21a, 20 <box>115 509 330 524</box>
directory-entry: — Wilh., Bahnbeamt., Norderstr. 89, H. 1, 31 <box>1143 1486 1416 1501</box>
